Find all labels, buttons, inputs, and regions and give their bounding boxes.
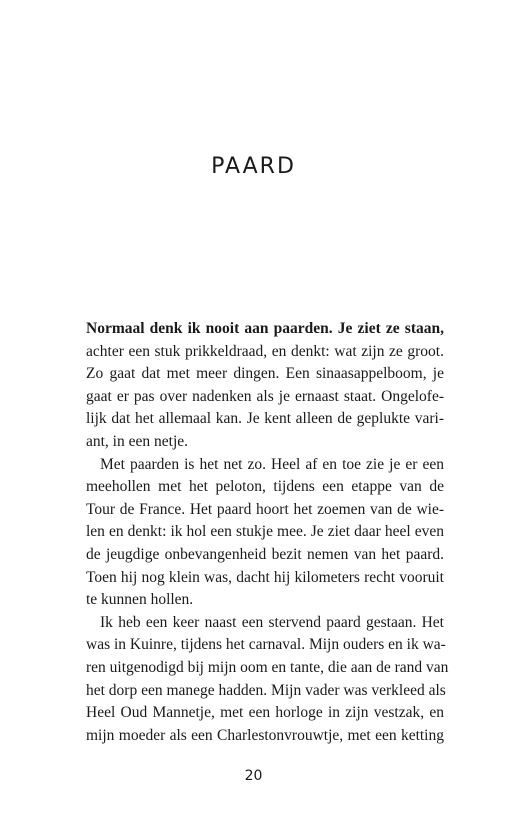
text-line-13: te kunnen hollen.	[86, 591, 194, 609]
text-line-6: ant, in een netje.	[86, 432, 188, 450]
text-line-2: achter een stuk prikkeldraad, en denkt: wat zijn ze groot.	[86, 342, 444, 360]
body-text	[86, 318, 449, 747]
text-line-16: ren uitgenodigd bij mijn oom en tante, die aan de rand van	[86, 658, 449, 676]
text-line-17: het dorp een manege hadden. Mijn vader was verkleed als	[86, 681, 446, 699]
text-line-7: Met paarden is het net zo. Heel af en toe zie je er een	[100, 455, 444, 473]
text-line-12: Toen hij nog klein was, dacht hij kilometers recht vooruit	[86, 568, 444, 586]
text-line-18: Heel Oud Mannetje, met een horloge in zijn vestzak, en	[86, 704, 444, 722]
text-line-8: meehollen met het peloton, tijdens een etappe van de	[86, 478, 444, 496]
text-line-5: lijk dat het allemaal kan. Je kent alleen de geplukte vari-	[86, 410, 444, 428]
text-line-15: was in Kuinre, tijdens het carnaval. Mijn ouders en ik wa-	[86, 636, 446, 654]
text-line-19: mijn moeder als een Charlestonvrouwtje, met een ketting	[86, 726, 444, 744]
text-line-11: de jeugdige onbevangenheid bezit nemen van het paard.	[86, 545, 444, 563]
text-line-9: Tour de France. Het paard hoort het zoemen van de wie-	[86, 500, 444, 518]
text-line-3: Zo gaat dat met meer dingen. Een sinaasappelboom, je	[86, 365, 444, 383]
text-line-1: Normaal denk ik nooit aan paarden. Je ziet ze staan,	[86, 320, 444, 337]
page-number: 20	[244, 768, 263, 784]
text-line-14: Ik heb een keer naast een stervend paard gestaan. Het	[100, 613, 444, 631]
text-line-10: len en denkt: ik hol een stukje mee. Je ziet daar heel even	[86, 523, 444, 541]
chapter-title: PAARD	[211, 154, 296, 179]
text-line-4: gaat er pas over nadenken als je ernaast staat. Ongelofe-	[86, 387, 444, 405]
